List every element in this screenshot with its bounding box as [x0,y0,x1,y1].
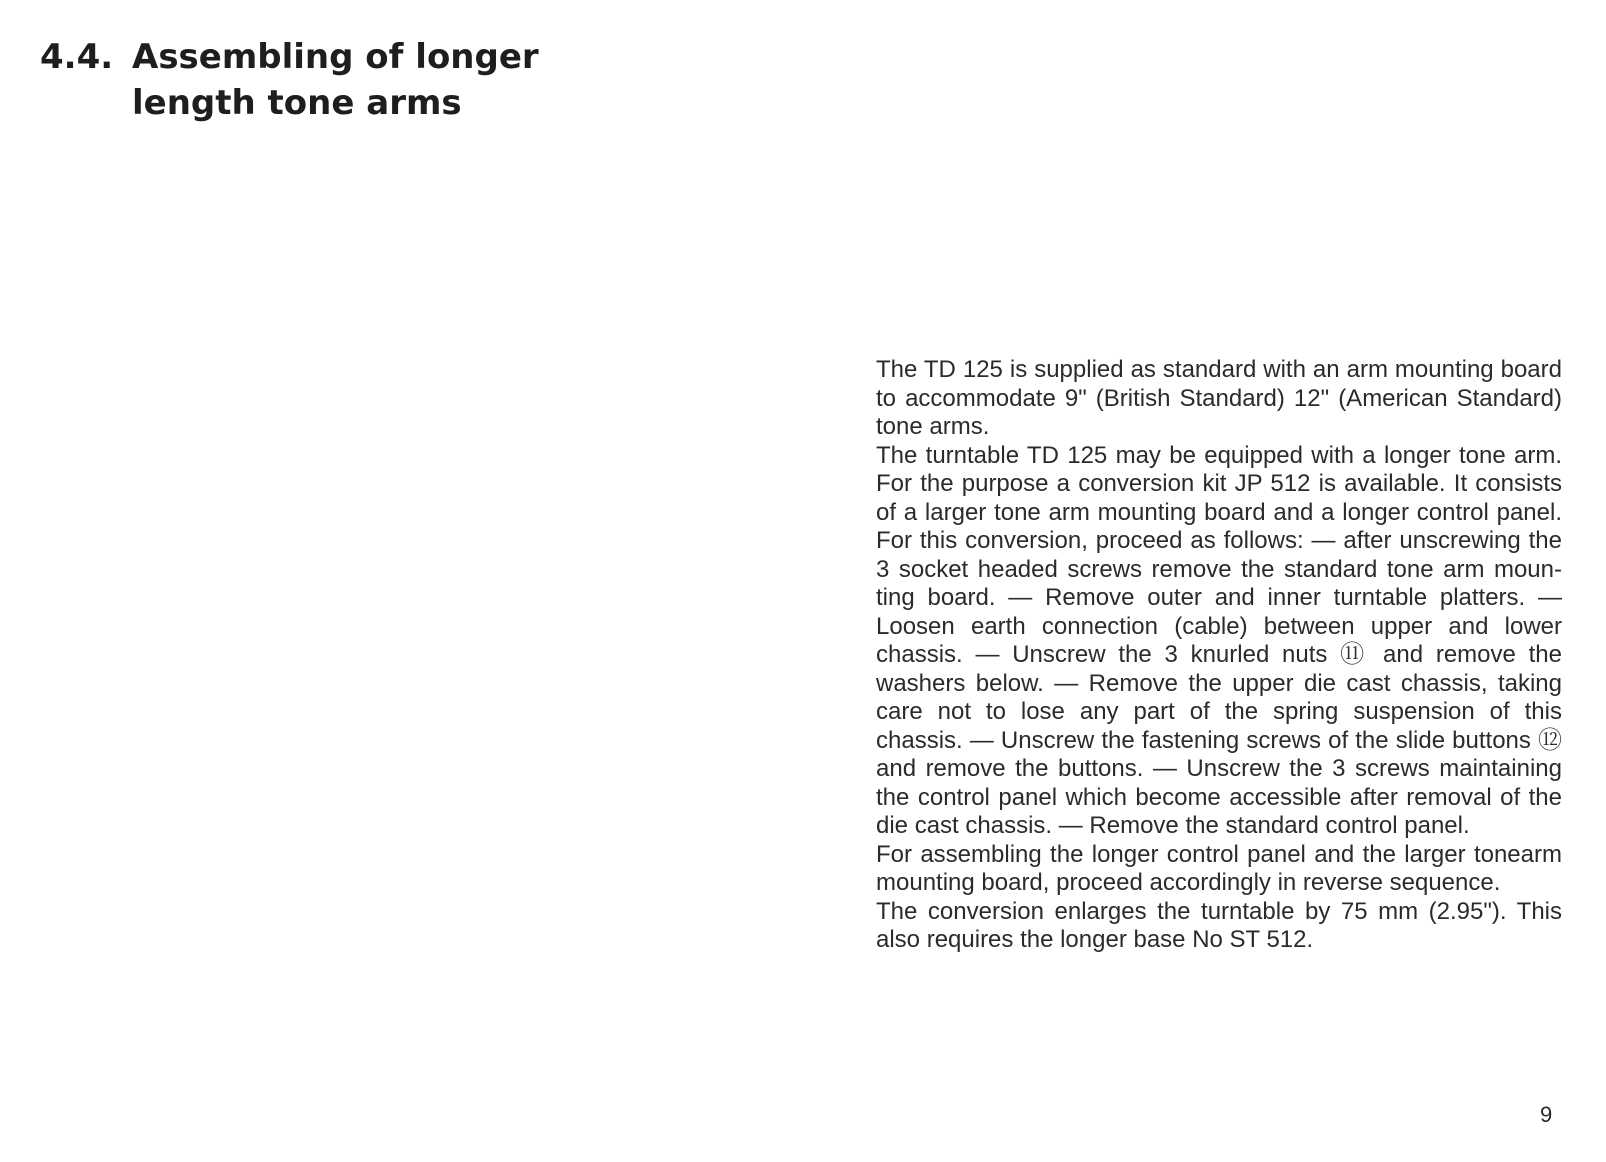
paragraph-conversion-steps: The turntable TD 125 may be equipped with a longer tone arm. For the purpose a conversion kit JP 512 is available. It consists of a larger tone arm mounting board and a longer control panel. For this conversion, proceed as follows: — after unscrewing the 3 socket headed screws remove the standard tone arm mounting board. — Remove outer and inner turntable platters. — Loosen earth connection (cable) between upper and lower chassis. — Unscrew the 3 knurled nuts ⑪ and remove the washers below. — Remove the upper die cast chassis, taking care not to lose any part of the spring suspension of this chassis. — Unscrew the fastening screws of the slide buttons ⑫ and remove the buttons. — Unscrew the 3 screws maintaining the control panel which become accessible after removal of the die cast chassis. — Remove the standard control panel. [876,441,1562,839]
paragraph-reassembly: For assembling the longer control panel and the larger tonearm mounting board, proceed accordingly in reverse sequence. [876,840,1562,896]
section-title-line-2: length tone arms [132,83,462,123]
section-heading [40,34,640,126]
body-text [876,356,1562,955]
paragraph-intro: The TD 125 is supplied as standard with an arm mounting board to accommodate 9" (British Standard) 12" (American Standard) tone arms. [876,356,1562,440]
section-number: 4.4. [40,37,114,77]
paragraph-dimensions: The conversion enlarges the turntable by 75 mm (2.95"). This also requires the longer base No ST 512. [876,897,1562,953]
page-number: 9 [1540,1102,1553,1127]
section-title [132,34,640,126]
section-title-line-1: Assembling of longer [132,37,539,77]
